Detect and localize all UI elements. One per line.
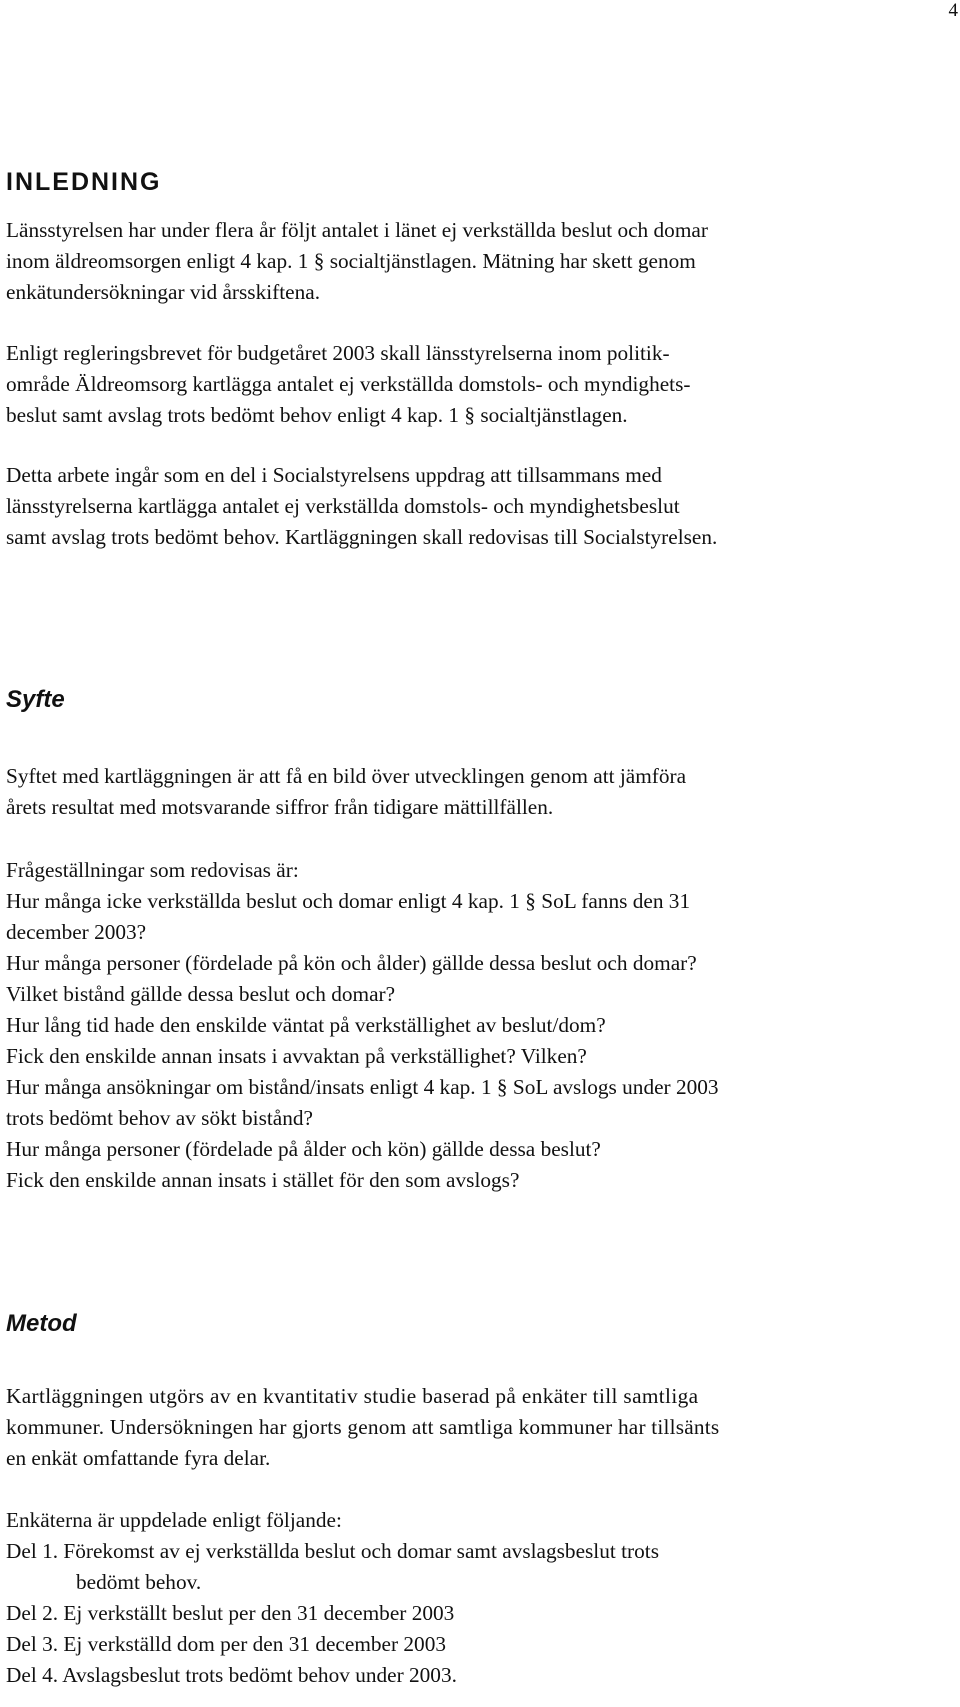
text-line: enkätundersökningar vid årsskiftena. bbox=[6, 280, 321, 304]
text-line: Detta arbete ingår som en del i Socialstyrelsens uppdrag att tillsammans med bbox=[6, 463, 662, 487]
part-item: Del 3. Ej verkställd dom per den 31 december 2003 bbox=[6, 1632, 447, 1656]
text-line: beslut samt avslag trots bedömt behov enligt 4 kap. 1 § socialtjänstlagen. bbox=[6, 403, 628, 427]
part-item-continuation: bedömt behov. bbox=[76, 1570, 202, 1594]
intro-paragraph-3 bbox=[6, 460, 946, 553]
question-line: Hur lång tid hade den enskilde väntat på verkställighet av beslut/dom? bbox=[6, 1013, 606, 1037]
questions-list bbox=[6, 855, 946, 1196]
intro-paragraph-1 bbox=[6, 215, 946, 308]
text-line: Syftet med kartläggningen är att få en bild över utvecklingen genom att jämföra bbox=[6, 764, 687, 788]
text-line: inom äldreomsorgen enligt 4 kap. 1 § socialtjänstlagen. Mätning har skett genom bbox=[6, 249, 696, 273]
question-line: Fick den enskilde annan insats i avvaktan på verkställighet? Vilken? bbox=[6, 1044, 587, 1068]
question-line: Hur många icke verkställda beslut och domar enligt 4 kap. 1 § SoL fanns den 31 bbox=[6, 889, 691, 913]
page-number: 4 bbox=[948, 0, 958, 21]
question-line: Hur många personer (fördelade på ålder och kön) gällde dessa beslut? bbox=[6, 1137, 601, 1161]
method-paragraph bbox=[6, 1381, 946, 1474]
text-line: Kartläggningen utgörs av en kvantitativ studie baserad på enkäter till samtliga bbox=[6, 1384, 699, 1408]
part-item: Del 1. Förekomst av ej verkställda beslut och domar samt avslagsbeslut trots bbox=[6, 1539, 659, 1563]
text-line: en enkät omfattande fyra delar. bbox=[6, 1446, 271, 1470]
parts-intro: Enkäterna är uppdelade enligt följande: bbox=[6, 1508, 342, 1532]
question-line: trots bedömt behov av sökt bistånd? bbox=[6, 1106, 313, 1130]
text-line: samt avslag trots bedömt behov. Kartläggningen skall redovisas till Socialstyrelsen. bbox=[6, 525, 718, 549]
part-item: Del 4. Avslagsbeslut trots bedömt behov under 2003. bbox=[6, 1663, 457, 1687]
heading-method: Metod bbox=[6, 1310, 77, 1337]
intro-paragraph-2 bbox=[6, 338, 946, 431]
heading-intro: INLEDNING bbox=[6, 168, 162, 196]
question-line: Hur många ansökningar om bistånd/insats enligt 4 kap. 1 § SoL avslogs under 2003 bbox=[6, 1075, 719, 1099]
part-item: Del 2. Ej verkställt beslut per den 31 december 2003 bbox=[6, 1601, 455, 1625]
text-line: kommuner. Undersökningen har gjorts genom att samtliga kommuner har tillsänts bbox=[6, 1415, 720, 1439]
question-line: Vilket bistånd gällde dessa beslut och domar? bbox=[6, 982, 396, 1006]
question-line: Fick den enskilde annan insats i stället för den som avslogs? bbox=[6, 1168, 520, 1192]
heading-purpose: Syfte bbox=[6, 686, 65, 713]
question-line: december 2003? bbox=[6, 920, 147, 944]
text-line: Enligt regleringsbrevet för budgetåret 2003 skall länsstyrelserna inom politik- bbox=[6, 341, 670, 365]
questions-intro: Frågeställningar som redovisas är: bbox=[6, 858, 299, 882]
parts-list bbox=[6, 1505, 946, 1691]
text-line: område Äldreomsorg kartlägga antalet ej verkställda domstols- och myndighets- bbox=[6, 372, 691, 396]
text-line: årets resultat med motsvarande siffror från tidigare mättillfällen. bbox=[6, 795, 554, 819]
text-line: Länsstyrelsen har under flera år följt antalet i länet ej verkställda beslut och domar bbox=[6, 218, 708, 242]
purpose-paragraph bbox=[6, 761, 946, 823]
text-line: länsstyrelserna kartlägga antalet ej verkställda domstols- och myndighetsbeslut bbox=[6, 494, 680, 518]
question-line: Hur många personer (fördelade på kön och ålder) gällde dessa beslut och domar? bbox=[6, 951, 697, 975]
